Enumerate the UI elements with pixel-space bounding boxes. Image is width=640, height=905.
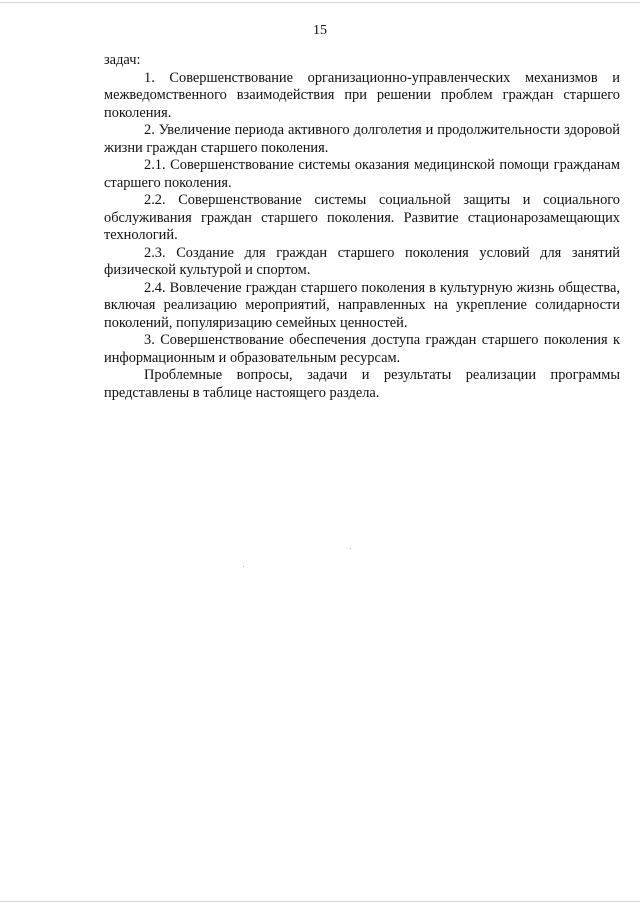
paragraph-closing-note: Проблемные вопросы, задачи и результаты реализации программы представлены в таблице настоящего раздела. — [104, 367, 620, 401]
paragraph-task-2-1: 2.1. Совершенствование системы оказания медицинской помощи гражданам старшего поколения. — [104, 157, 620, 191]
scan-speck — [243, 566, 244, 567]
paragraph-tasks-intro: задач: — [104, 52, 141, 68]
paragraph-task-2-4: 2.4. Вовлечение граждан старшего поколения в культурную жизнь общества, включая реализацию мероприятий, направленных на укрепление солидарности поколений, популяризацию семейных ценностей. — [104, 279, 620, 331]
document-body — [104, 52, 620, 402]
paragraph-task-2: 2. Увеличение периода активного долголетия и продолжительности здоровой жизни граждан старшего поколения. — [104, 122, 620, 156]
page-number: 15 — [313, 23, 327, 38]
paragraph-task-2-2: 2.2. Совершенствование системы социальной защиты и социального обслуживания граждан старшего поколения. Развитие стационарозамещающих технологий. — [104, 192, 620, 243]
paragraph-task-3: 3. Совершенствование обеспечения доступа граждан старшего поколения к информационным и образовательным ресурсам. — [104, 332, 620, 366]
scan-edge-top — [0, 2, 640, 3]
scan-edge-bottom — [0, 901, 640, 902]
paragraph-task-1: 1. Совершенствование организационно-управленческих механизмов и межведомственного взаимодействия при решении проблем граждан старшего поколения. — [104, 69, 620, 121]
paragraph-task-2-3: 2.3. Создание для граждан старшего поколения условий для занятий физической культурой и спортом. — [104, 244, 620, 278]
scan-speck — [350, 548, 351, 549]
